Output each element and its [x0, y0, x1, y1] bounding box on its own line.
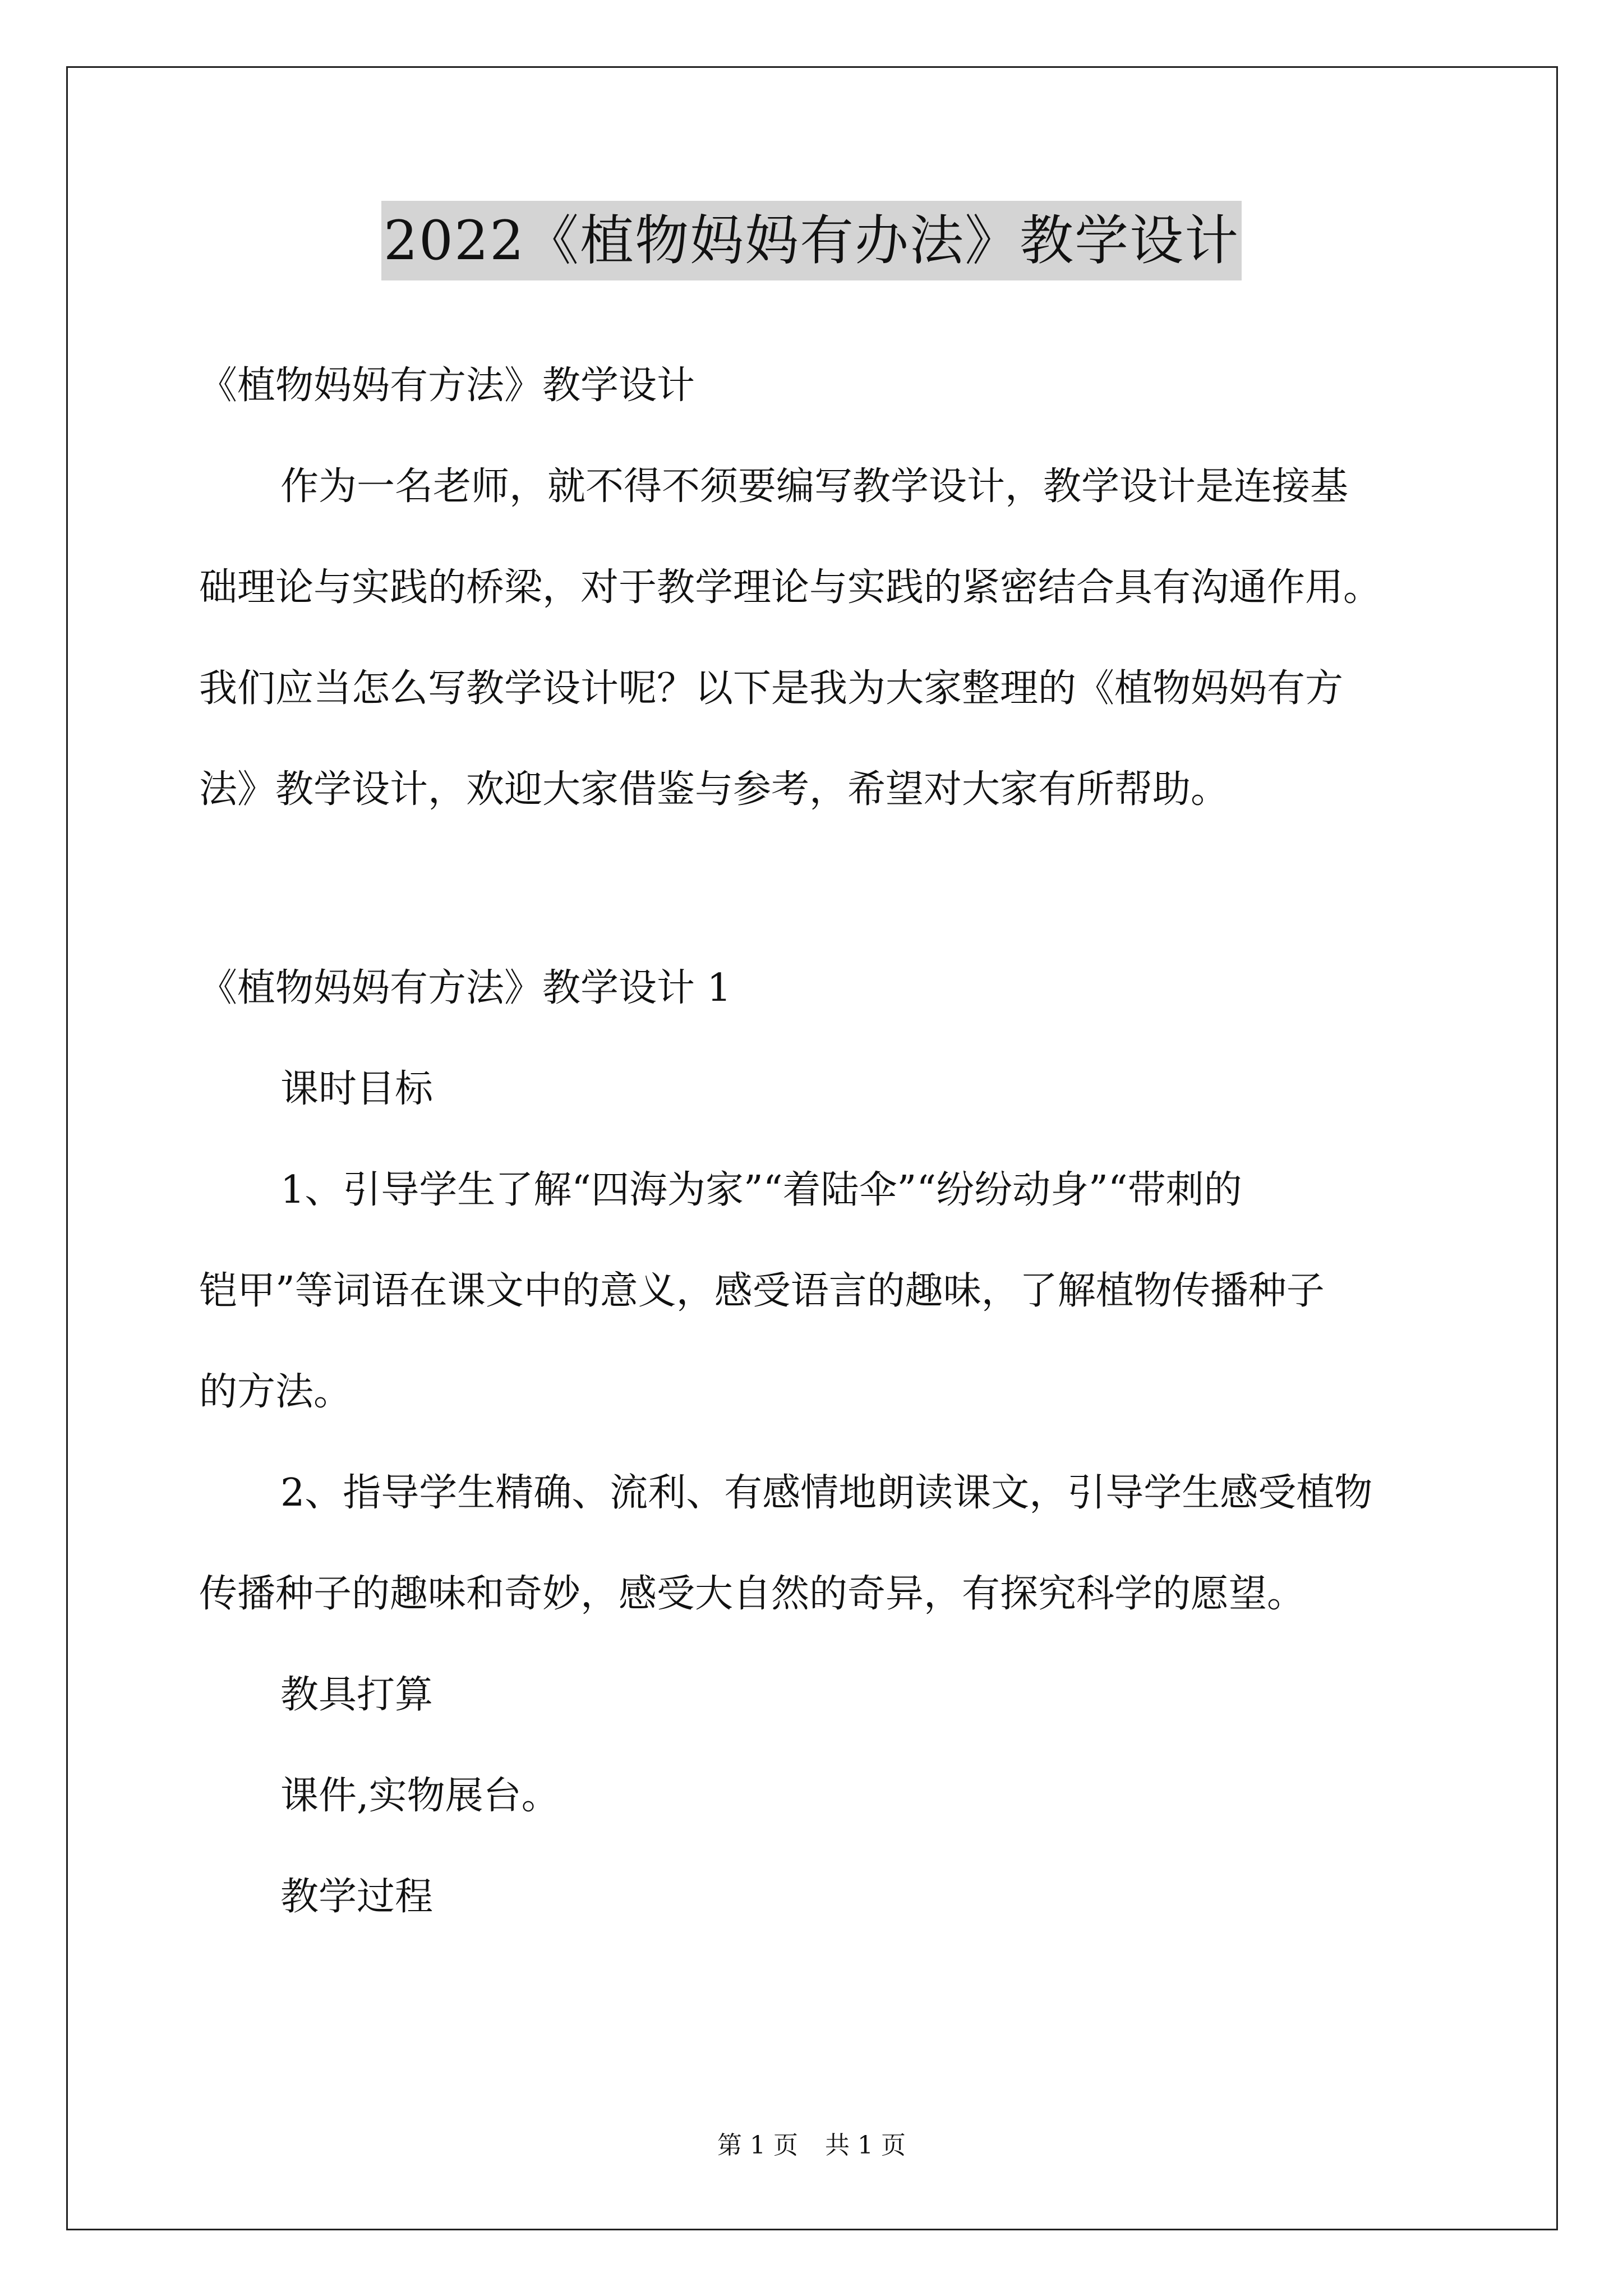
- document-title: 2022《植物妈妈有办法》教学设计: [381, 201, 1242, 280]
- intro-line-1: 作为一名老师，就不得不须要编写教学设计，教学设计是连接基: [280, 464, 1349, 509]
- goals-heading: 课时目标: [280, 1067, 434, 1111]
- page-number: 第 1 页: [717, 2131, 798, 2160]
- intro-line-2: 础理论与实践的桥梁，对于教学理论与实践的紧密结合具有沟通作用。: [199, 565, 1382, 610]
- goal1-line-3: 的方法。: [199, 1370, 352, 1414]
- prep-heading: 教具打算: [280, 1673, 434, 1717]
- intro-line-4: 法》教学设计，欢迎大家借鉴与参考，希望对大家有所帮助。: [199, 767, 1229, 812]
- subtitle: 《植物妈妈有方法》教学设计: [199, 364, 695, 408]
- section-gap: [199, 840, 1455, 938]
- document-body: [199, 335, 1455, 1948]
- section-heading: 《植物妈妈有方法》教学设计 1: [199, 966, 731, 1010]
- page-total: 共 1 页: [825, 2131, 906, 2160]
- process-heading: 教学过程: [280, 1875, 434, 1919]
- title-area: [0, 201, 1623, 280]
- goal1-line-1: 1、引导学生了解“四海为家”“着陆伞”“纷纷动身”“带刺的: [280, 1168, 1242, 1212]
- goal2-line-2: 传播种子的趣味和奇妙，感受大自然的奇异，有探究科学的愿望。: [199, 1572, 1306, 1616]
- goal2-line-1: 2、指导学生精确、流利、有感情地朗读课文，引导学生感受植物: [280, 1471, 1373, 1515]
- page-footer: [0, 2129, 1623, 2162]
- goal1-line-2: 铠甲”等词语在课文中的意义，感受语言的趣味，了解植物传播种子: [199, 1269, 1325, 1313]
- prep-text: 课件,实物展台。: [280, 1774, 560, 1818]
- intro-line-3: 我们应当怎么写教学设计呢？以下是我为大家整理的《植物妈妈有方: [199, 666, 1344, 711]
